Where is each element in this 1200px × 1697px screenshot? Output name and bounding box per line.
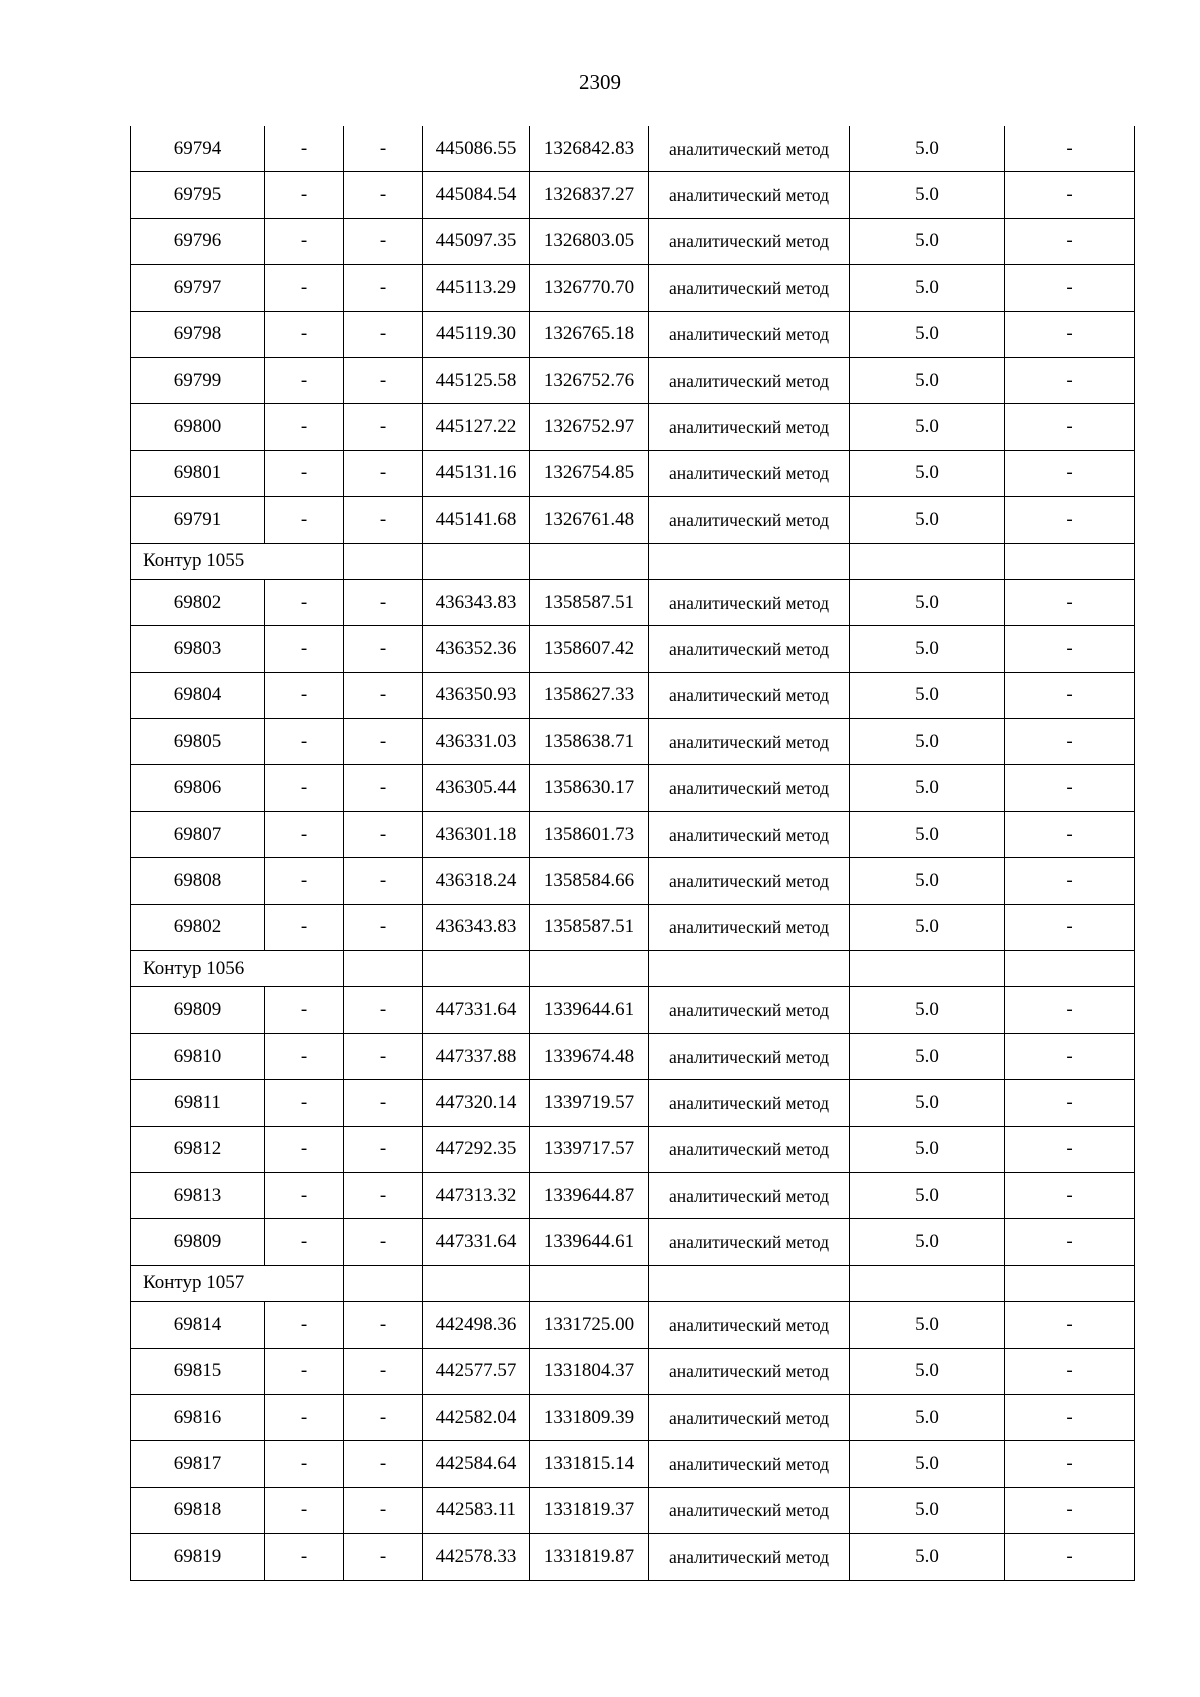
column-2-cell: - bbox=[265, 1172, 344, 1218]
table-row bbox=[131, 1033, 1135, 1079]
table-row bbox=[131, 172, 1135, 218]
column-3-cell: - bbox=[344, 811, 423, 857]
column-2-cell: - bbox=[265, 765, 344, 811]
column-3-cell: - bbox=[344, 497, 423, 543]
note-cell: - bbox=[1005, 404, 1135, 450]
method-cell: аналитический метод bbox=[649, 1441, 850, 1487]
table-row bbox=[131, 265, 1135, 311]
x-coordinate-cell: 436343.83 bbox=[423, 579, 530, 625]
x-coordinate-cell: 445086.55 bbox=[423, 126, 530, 172]
table-row bbox=[131, 1080, 1135, 1126]
table-row bbox=[131, 987, 1135, 1033]
method-cell: аналитический метод bbox=[649, 1487, 850, 1533]
precision-cell: 5.0 bbox=[850, 311, 1005, 357]
y-coordinate-cell: 1358638.71 bbox=[530, 719, 649, 765]
empty-cell bbox=[1005, 543, 1135, 579]
precision-cell: 5.0 bbox=[850, 497, 1005, 543]
method-cell: аналитический метод bbox=[649, 1348, 850, 1394]
column-2-cell: - bbox=[265, 904, 344, 950]
table-row bbox=[131, 1441, 1135, 1487]
column-2-cell: - bbox=[265, 626, 344, 672]
contour-label: Контур 1056 bbox=[131, 951, 344, 987]
note-cell: - bbox=[1005, 672, 1135, 718]
point-id-cell: 69810 bbox=[131, 1033, 265, 1079]
precision-cell: 5.0 bbox=[850, 672, 1005, 718]
y-coordinate-cell: 1326765.18 bbox=[530, 311, 649, 357]
empty-cell bbox=[649, 1265, 850, 1301]
x-coordinate-cell: 436305.44 bbox=[423, 765, 530, 811]
column-3-cell: - bbox=[344, 1172, 423, 1218]
table-row bbox=[131, 1302, 1135, 1348]
precision-cell: 5.0 bbox=[850, 1441, 1005, 1487]
method-cell: аналитический метод bbox=[649, 904, 850, 950]
y-coordinate-cell: 1331819.37 bbox=[530, 1487, 649, 1533]
table-row bbox=[131, 672, 1135, 718]
empty-cell bbox=[1005, 951, 1135, 987]
point-id-cell: 69797 bbox=[131, 265, 265, 311]
y-coordinate-cell: 1331815.14 bbox=[530, 1441, 649, 1487]
note-cell: - bbox=[1005, 626, 1135, 672]
x-coordinate-cell: 447337.88 bbox=[423, 1033, 530, 1079]
point-id-cell: 69809 bbox=[131, 1219, 265, 1265]
method-cell: аналитический метод bbox=[649, 987, 850, 1033]
method-cell: аналитический метод bbox=[649, 1126, 850, 1172]
x-coordinate-cell: 436331.03 bbox=[423, 719, 530, 765]
precision-cell: 5.0 bbox=[850, 218, 1005, 264]
point-id-cell: 69791 bbox=[131, 497, 265, 543]
precision-cell: 5.0 bbox=[850, 626, 1005, 672]
table-row bbox=[131, 1534, 1135, 1580]
point-id-cell: 69799 bbox=[131, 357, 265, 403]
empty-cell bbox=[530, 1265, 649, 1301]
precision-cell: 5.0 bbox=[850, 987, 1005, 1033]
column-3-cell: - bbox=[344, 218, 423, 264]
x-coordinate-cell: 436343.83 bbox=[423, 904, 530, 950]
y-coordinate-cell: 1326770.70 bbox=[530, 265, 649, 311]
y-coordinate-cell: 1326752.97 bbox=[530, 404, 649, 450]
column-2-cell: - bbox=[265, 450, 344, 496]
y-coordinate-cell: 1331809.39 bbox=[530, 1394, 649, 1440]
precision-cell: 5.0 bbox=[850, 1126, 1005, 1172]
precision-cell: 5.0 bbox=[850, 904, 1005, 950]
x-coordinate-cell: 445084.54 bbox=[423, 172, 530, 218]
method-cell: аналитический метод bbox=[649, 126, 850, 172]
x-coordinate-cell: 442582.04 bbox=[423, 1394, 530, 1440]
precision-cell: 5.0 bbox=[850, 357, 1005, 403]
method-cell: аналитический метод bbox=[649, 357, 850, 403]
table-row bbox=[131, 404, 1135, 450]
column-3-cell: - bbox=[344, 904, 423, 950]
precision-cell: 5.0 bbox=[850, 404, 1005, 450]
point-id-cell: 69801 bbox=[131, 450, 265, 496]
y-coordinate-cell: 1339644.61 bbox=[530, 1219, 649, 1265]
point-id-cell: 69816 bbox=[131, 1394, 265, 1440]
method-cell: аналитический метод bbox=[649, 579, 850, 625]
method-cell: аналитический метод bbox=[649, 1172, 850, 1218]
note-cell: - bbox=[1005, 126, 1135, 172]
y-coordinate-cell: 1358584.66 bbox=[530, 858, 649, 904]
method-cell: аналитический метод bbox=[649, 1302, 850, 1348]
point-id-cell: 69818 bbox=[131, 1487, 265, 1533]
y-coordinate-cell: 1326754.85 bbox=[530, 450, 649, 496]
column-3-cell: - bbox=[344, 357, 423, 403]
point-id-cell: 69795 bbox=[131, 172, 265, 218]
x-coordinate-cell: 442578.33 bbox=[423, 1534, 530, 1580]
table-row bbox=[131, 450, 1135, 496]
column-2-cell: - bbox=[265, 987, 344, 1033]
point-id-cell: 69796 bbox=[131, 218, 265, 264]
note-cell: - bbox=[1005, 1394, 1135, 1440]
precision-cell: 5.0 bbox=[850, 172, 1005, 218]
y-coordinate-cell: 1326752.76 bbox=[530, 357, 649, 403]
column-3-cell: - bbox=[344, 450, 423, 496]
y-coordinate-cell: 1331804.37 bbox=[530, 1348, 649, 1394]
empty-cell bbox=[649, 951, 850, 987]
y-coordinate-cell: 1326761.48 bbox=[530, 497, 649, 543]
note-cell: - bbox=[1005, 811, 1135, 857]
y-coordinate-cell: 1326803.05 bbox=[530, 218, 649, 264]
precision-cell: 5.0 bbox=[850, 126, 1005, 172]
x-coordinate-cell: 442584.64 bbox=[423, 1441, 530, 1487]
column-3-cell: - bbox=[344, 626, 423, 672]
x-coordinate-cell: 447313.32 bbox=[423, 1172, 530, 1218]
column-2-cell: - bbox=[265, 1348, 344, 1394]
precision-cell: 5.0 bbox=[850, 765, 1005, 811]
x-coordinate-cell: 436318.24 bbox=[423, 858, 530, 904]
point-id-cell: 69819 bbox=[131, 1534, 265, 1580]
y-coordinate-cell: 1339719.57 bbox=[530, 1080, 649, 1126]
precision-cell: 5.0 bbox=[850, 1172, 1005, 1218]
x-coordinate-cell: 436301.18 bbox=[423, 811, 530, 857]
note-cell: - bbox=[1005, 450, 1135, 496]
empty-cell bbox=[1005, 1265, 1135, 1301]
empty-cell bbox=[423, 543, 530, 579]
method-cell: аналитический метод bbox=[649, 1080, 850, 1126]
column-2-cell: - bbox=[265, 172, 344, 218]
y-coordinate-cell: 1358607.42 bbox=[530, 626, 649, 672]
method-cell: аналитический метод bbox=[649, 404, 850, 450]
column-3-cell: - bbox=[344, 1302, 423, 1348]
table-row bbox=[131, 497, 1135, 543]
note-cell: - bbox=[1005, 1219, 1135, 1265]
column-3-cell: - bbox=[344, 1219, 423, 1265]
coordinates-table bbox=[130, 126, 1135, 1581]
column-2-cell: - bbox=[265, 218, 344, 264]
column-3-cell: - bbox=[344, 1534, 423, 1580]
point-id-cell: 69808 bbox=[131, 858, 265, 904]
note-cell: - bbox=[1005, 357, 1135, 403]
y-coordinate-cell: 1339717.57 bbox=[530, 1126, 649, 1172]
point-id-cell: 69804 bbox=[131, 672, 265, 718]
column-2-cell: - bbox=[265, 719, 344, 765]
precision-cell: 5.0 bbox=[850, 1302, 1005, 1348]
table-row bbox=[131, 1172, 1135, 1218]
x-coordinate-cell: 447292.35 bbox=[423, 1126, 530, 1172]
note-cell: - bbox=[1005, 218, 1135, 264]
table-row bbox=[131, 858, 1135, 904]
note-cell: - bbox=[1005, 1441, 1135, 1487]
table-row bbox=[131, 1487, 1135, 1533]
point-id-cell: 69814 bbox=[131, 1302, 265, 1348]
table-row bbox=[131, 1394, 1135, 1440]
note-cell: - bbox=[1005, 858, 1135, 904]
precision-cell: 5.0 bbox=[850, 1080, 1005, 1126]
note-cell: - bbox=[1005, 904, 1135, 950]
empty-cell bbox=[344, 543, 423, 579]
precision-cell: 5.0 bbox=[850, 450, 1005, 496]
column-3-cell: - bbox=[344, 858, 423, 904]
note-cell: - bbox=[1005, 719, 1135, 765]
x-coordinate-cell: 447320.14 bbox=[423, 1080, 530, 1126]
point-id-cell: 69806 bbox=[131, 765, 265, 811]
column-2-cell: - bbox=[265, 858, 344, 904]
point-id-cell: 69813 bbox=[131, 1172, 265, 1218]
empty-cell bbox=[423, 1265, 530, 1301]
x-coordinate-cell: 442577.57 bbox=[423, 1348, 530, 1394]
y-coordinate-cell: 1339644.87 bbox=[530, 1172, 649, 1218]
column-2-cell: - bbox=[265, 811, 344, 857]
method-cell: аналитический метод bbox=[649, 626, 850, 672]
method-cell: аналитический метод bbox=[649, 858, 850, 904]
x-coordinate-cell: 445097.35 bbox=[423, 218, 530, 264]
x-coordinate-cell: 447331.64 bbox=[423, 987, 530, 1033]
column-2-cell: - bbox=[265, 1033, 344, 1079]
note-cell: - bbox=[1005, 1348, 1135, 1394]
point-id-cell: 69809 bbox=[131, 987, 265, 1033]
y-coordinate-cell: 1358601.73 bbox=[530, 811, 649, 857]
empty-cell bbox=[649, 543, 850, 579]
point-id-cell: 69817 bbox=[131, 1441, 265, 1487]
x-coordinate-cell: 445141.68 bbox=[423, 497, 530, 543]
x-coordinate-cell: 442583.11 bbox=[423, 1487, 530, 1533]
table-row bbox=[131, 1126, 1135, 1172]
column-2-cell: - bbox=[265, 1219, 344, 1265]
precision-cell: 5.0 bbox=[850, 811, 1005, 857]
column-3-cell: - bbox=[344, 126, 423, 172]
column-2-cell: - bbox=[265, 404, 344, 450]
column-2-cell: - bbox=[265, 1302, 344, 1348]
x-coordinate-cell: 445125.58 bbox=[423, 357, 530, 403]
table-row bbox=[131, 626, 1135, 672]
y-coordinate-cell: 1326842.83 bbox=[530, 126, 649, 172]
table-row bbox=[131, 1348, 1135, 1394]
column-3-cell: - bbox=[344, 311, 423, 357]
note-cell: - bbox=[1005, 987, 1135, 1033]
contour-label: Контур 1057 bbox=[131, 1265, 344, 1301]
point-id-cell: 69794 bbox=[131, 126, 265, 172]
precision-cell: 5.0 bbox=[850, 1394, 1005, 1440]
x-coordinate-cell: 436350.93 bbox=[423, 672, 530, 718]
empty-cell bbox=[850, 1265, 1005, 1301]
point-id-cell: 69805 bbox=[131, 719, 265, 765]
column-2-cell: - bbox=[265, 357, 344, 403]
note-cell: - bbox=[1005, 1534, 1135, 1580]
column-2-cell: - bbox=[265, 1394, 344, 1440]
note-cell: - bbox=[1005, 497, 1135, 543]
column-3-cell: - bbox=[344, 265, 423, 311]
column-2-cell: - bbox=[265, 672, 344, 718]
y-coordinate-cell: 1358587.51 bbox=[530, 904, 649, 950]
method-cell: аналитический метод bbox=[649, 811, 850, 857]
point-id-cell: 69803 bbox=[131, 626, 265, 672]
x-coordinate-cell: 445131.16 bbox=[423, 450, 530, 496]
column-2-cell: - bbox=[265, 1441, 344, 1487]
table-row bbox=[131, 811, 1135, 857]
column-3-cell: - bbox=[344, 1080, 423, 1126]
table-row bbox=[131, 357, 1135, 403]
precision-cell: 5.0 bbox=[850, 1033, 1005, 1079]
y-coordinate-cell: 1358587.51 bbox=[530, 579, 649, 625]
note-cell: - bbox=[1005, 1126, 1135, 1172]
y-coordinate-cell: 1358627.33 bbox=[530, 672, 649, 718]
empty-cell bbox=[344, 951, 423, 987]
table-body bbox=[131, 126, 1135, 1580]
column-3-cell: - bbox=[344, 1441, 423, 1487]
y-coordinate-cell: 1331819.87 bbox=[530, 1534, 649, 1580]
precision-cell: 5.0 bbox=[850, 1534, 1005, 1580]
precision-cell: 5.0 bbox=[850, 719, 1005, 765]
x-coordinate-cell: 445127.22 bbox=[423, 404, 530, 450]
contour-header-row bbox=[131, 543, 1135, 579]
table-row bbox=[131, 218, 1135, 264]
precision-cell: 5.0 bbox=[850, 579, 1005, 625]
note-cell: - bbox=[1005, 579, 1135, 625]
point-id-cell: 69802 bbox=[131, 904, 265, 950]
precision-cell: 5.0 bbox=[850, 858, 1005, 904]
note-cell: - bbox=[1005, 265, 1135, 311]
column-3-cell: - bbox=[344, 1033, 423, 1079]
y-coordinate-cell: 1331725.00 bbox=[530, 1302, 649, 1348]
method-cell: аналитический метод bbox=[649, 450, 850, 496]
column-2-cell: - bbox=[265, 1534, 344, 1580]
contour-header-row bbox=[131, 951, 1135, 987]
y-coordinate-cell: 1339644.61 bbox=[530, 987, 649, 1033]
method-cell: аналитический метод bbox=[649, 1394, 850, 1440]
table-row bbox=[131, 765, 1135, 811]
column-2-cell: - bbox=[265, 579, 344, 625]
empty-cell bbox=[344, 1265, 423, 1301]
method-cell: аналитический метод bbox=[649, 765, 850, 811]
x-coordinate-cell: 436352.36 bbox=[423, 626, 530, 672]
precision-cell: 5.0 bbox=[850, 265, 1005, 311]
column-3-cell: - bbox=[344, 1487, 423, 1533]
note-cell: - bbox=[1005, 1172, 1135, 1218]
column-3-cell: - bbox=[344, 1348, 423, 1394]
method-cell: аналитический метод bbox=[649, 719, 850, 765]
column-3-cell: - bbox=[344, 579, 423, 625]
note-cell: - bbox=[1005, 172, 1135, 218]
method-cell: аналитический метод bbox=[649, 497, 850, 543]
column-3-cell: - bbox=[344, 719, 423, 765]
column-3-cell: - bbox=[344, 672, 423, 718]
note-cell: - bbox=[1005, 311, 1135, 357]
point-id-cell: 69807 bbox=[131, 811, 265, 857]
method-cell: аналитический метод bbox=[649, 218, 850, 264]
column-2-cell: - bbox=[265, 497, 344, 543]
precision-cell: 5.0 bbox=[850, 1487, 1005, 1533]
column-2-cell: - bbox=[265, 311, 344, 357]
empty-cell bbox=[850, 951, 1005, 987]
column-2-cell: - bbox=[265, 1126, 344, 1172]
column-2-cell: - bbox=[265, 265, 344, 311]
note-cell: - bbox=[1005, 1487, 1135, 1533]
precision-cell: 5.0 bbox=[850, 1219, 1005, 1265]
point-id-cell: 69800 bbox=[131, 404, 265, 450]
empty-cell bbox=[530, 951, 649, 987]
method-cell: аналитический метод bbox=[649, 311, 850, 357]
empty-cell bbox=[530, 543, 649, 579]
table-row bbox=[131, 126, 1135, 172]
method-cell: аналитический метод bbox=[649, 1219, 850, 1265]
column-3-cell: - bbox=[344, 1394, 423, 1440]
column-3-cell: - bbox=[344, 404, 423, 450]
point-id-cell: 69798 bbox=[131, 311, 265, 357]
table-row bbox=[131, 904, 1135, 950]
point-id-cell: 69815 bbox=[131, 1348, 265, 1394]
note-cell: - bbox=[1005, 765, 1135, 811]
precision-cell: 5.0 bbox=[850, 1348, 1005, 1394]
column-3-cell: - bbox=[344, 765, 423, 811]
table-row bbox=[131, 1219, 1135, 1265]
method-cell: аналитический метод bbox=[649, 672, 850, 718]
empty-cell bbox=[423, 951, 530, 987]
note-cell: - bbox=[1005, 1033, 1135, 1079]
column-2-cell: - bbox=[265, 1487, 344, 1533]
point-id-cell: 69802 bbox=[131, 579, 265, 625]
note-cell: - bbox=[1005, 1080, 1135, 1126]
y-coordinate-cell: 1326837.27 bbox=[530, 172, 649, 218]
table-row bbox=[131, 579, 1135, 625]
table-row bbox=[131, 311, 1135, 357]
contour-header-row bbox=[131, 1265, 1135, 1301]
page-number: 2309 bbox=[579, 70, 621, 94]
method-cell: аналитический метод bbox=[649, 265, 850, 311]
x-coordinate-cell: 445113.29 bbox=[423, 265, 530, 311]
note-cell: - bbox=[1005, 1302, 1135, 1348]
column-2-cell: - bbox=[265, 1080, 344, 1126]
point-id-cell: 69812 bbox=[131, 1126, 265, 1172]
column-2-cell: - bbox=[265, 126, 344, 172]
column-3-cell: - bbox=[344, 1126, 423, 1172]
x-coordinate-cell: 442498.36 bbox=[423, 1302, 530, 1348]
empty-cell bbox=[850, 543, 1005, 579]
y-coordinate-cell: 1339674.48 bbox=[530, 1033, 649, 1079]
method-cell: аналитический метод bbox=[649, 172, 850, 218]
column-3-cell: - bbox=[344, 987, 423, 1033]
column-3-cell: - bbox=[344, 172, 423, 218]
method-cell: аналитический метод bbox=[649, 1534, 850, 1580]
contour-label: Контур 1055 bbox=[131, 543, 344, 579]
y-coordinate-cell: 1358630.17 bbox=[530, 765, 649, 811]
x-coordinate-cell: 447331.64 bbox=[423, 1219, 530, 1265]
x-coordinate-cell: 445119.30 bbox=[423, 311, 530, 357]
method-cell: аналитический метод bbox=[649, 1033, 850, 1079]
point-id-cell: 69811 bbox=[131, 1080, 265, 1126]
table-row bbox=[131, 719, 1135, 765]
